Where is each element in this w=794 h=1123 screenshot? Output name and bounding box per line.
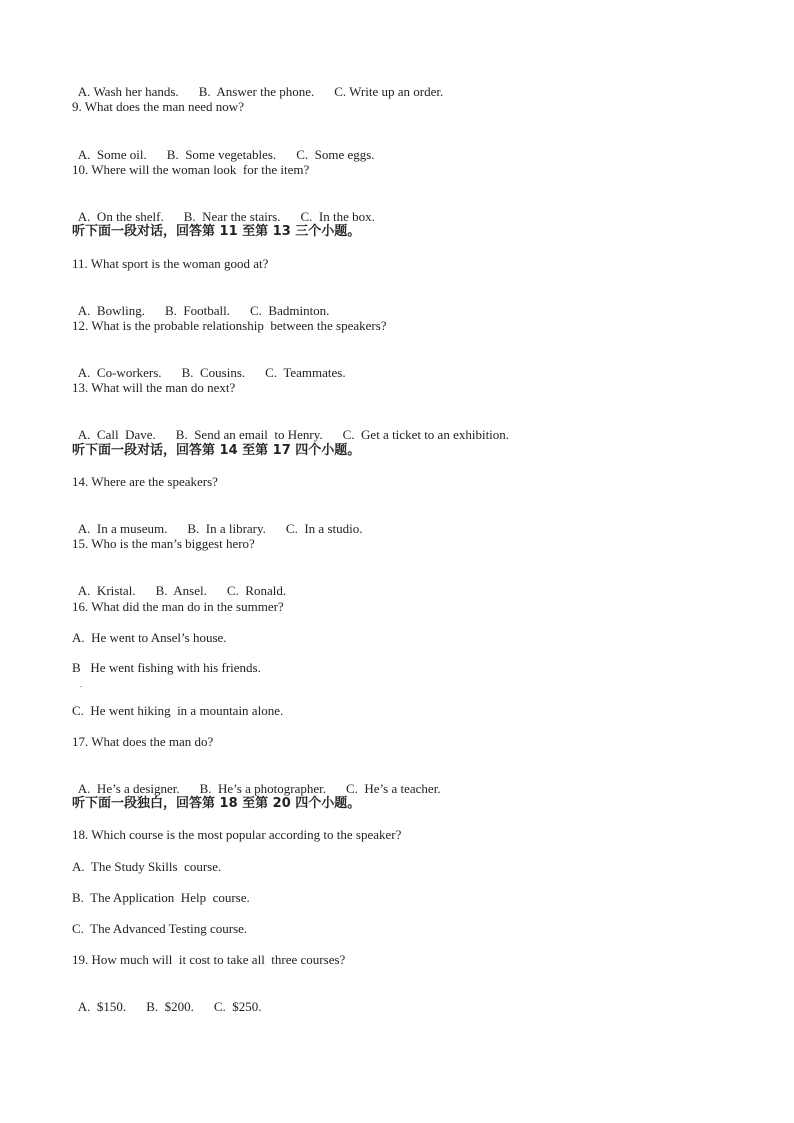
- option-a: A. Co-workers.: [77, 365, 162, 380]
- question-14: 14. Where are the speakers?: [72, 474, 218, 489]
- q16-option-a: A. He went to Ansel’s house.: [72, 630, 227, 645]
- option-b: B. Ansel.: [155, 583, 207, 598]
- question-13: 13. What will the man do next?: [72, 380, 236, 395]
- q18-option-a: A. The Study Skills course.: [72, 859, 222, 874]
- question-11: 11. What sport is the woman good at?: [72, 256, 269, 271]
- q8-options: [72, 68, 443, 100]
- question-16: 16. What did the man do in the summer?: [72, 599, 284, 614]
- option-b: B. Football.: [164, 303, 230, 318]
- option-c: C. In the box.: [300, 209, 375, 224]
- option-c: C. Badminton.: [249, 303, 330, 318]
- option-b: B. Send an email to Henry.: [175, 427, 323, 442]
- option-b: B. He’s a photographer.: [199, 781, 326, 796]
- q15-options: [72, 567, 286, 599]
- q19-options: [72, 983, 262, 1015]
- section-heading-18-20: 听下面一段独白，回答第 18 至第 20 四个小题。: [72, 796, 361, 811]
- option-a: A. Wash her hands.: [77, 84, 179, 99]
- option-b: B. $200.: [146, 999, 194, 1014]
- q13-options: [72, 411, 509, 443]
- question-17: 17. What does the man do?: [72, 734, 214, 749]
- question-12: 12. What is the probable relationship between the speakers?: [72, 318, 387, 333]
- q18-option-b: B. The Application Help course.: [72, 890, 250, 905]
- option-a: A. Bowling.: [77, 303, 145, 318]
- option-c: C. Ronald.: [226, 583, 287, 598]
- option-c: C. Teammates.: [265, 365, 346, 380]
- option-a: A. On the shelf.: [77, 209, 164, 224]
- q10-options: [72, 193, 375, 225]
- option-c: C. In a studio.: [285, 521, 363, 536]
- q12-options: [72, 349, 346, 381]
- option-c: C. Write up an order.: [334, 84, 444, 99]
- option-a: A. In a museum.: [77, 521, 168, 536]
- question-10: 10. Where will the woman look for the item?: [72, 162, 310, 177]
- q16-option-c: C. He went hiking in a mountain alone.: [72, 703, 284, 718]
- option-c: C. He’s a teacher.: [345, 781, 441, 796]
- option-c: C. Get a ticket to an exhibition.: [342, 427, 510, 442]
- section-heading-14-17: 听下面一段对话，回答第 14 至第 17 四个小题。: [72, 443, 361, 458]
- option-b: B. Some vegetables.: [166, 147, 277, 162]
- option-b: B. In a library.: [187, 521, 266, 536]
- option-a: A. Some oil.: [77, 147, 147, 162]
- option-a: A. He’s a designer.: [77, 781, 180, 796]
- question-18: 18. Which course is the most popular according to the speaker?: [72, 827, 402, 842]
- option-a: A. $150.: [77, 999, 127, 1014]
- option-c: C. Some eggs.: [296, 147, 375, 162]
- option-b: B. Answer the phone.: [198, 84, 315, 99]
- question-19: 19. How much will it cost to take all three courses?: [72, 952, 346, 967]
- question-9: 9. What does the man need now?: [72, 99, 244, 114]
- option-b: B. Near the stairs.: [183, 209, 281, 224]
- q11-options: [72, 287, 329, 319]
- q9-options: [72, 131, 375, 163]
- option-a: A. Call Dave.: [77, 427, 156, 442]
- question-15: 15. Who is the man’s biggest hero?: [72, 536, 255, 551]
- q17-options: [72, 765, 441, 797]
- option-a: A. Kristal.: [77, 583, 136, 598]
- q16-option-b: B He went fishing with his friends.: [72, 660, 261, 675]
- option-b: B. Cousins.: [181, 365, 246, 380]
- q18-option-c: C. The Advanced Testing course.: [72, 921, 248, 936]
- option-c: C. $250.: [213, 999, 262, 1014]
- section-heading-11-13: 听下面一段对话，回答第 11 至第 13 三个小题。: [72, 224, 361, 239]
- stray-mark: .: [80, 680, 82, 689]
- q14-options: [72, 505, 362, 537]
